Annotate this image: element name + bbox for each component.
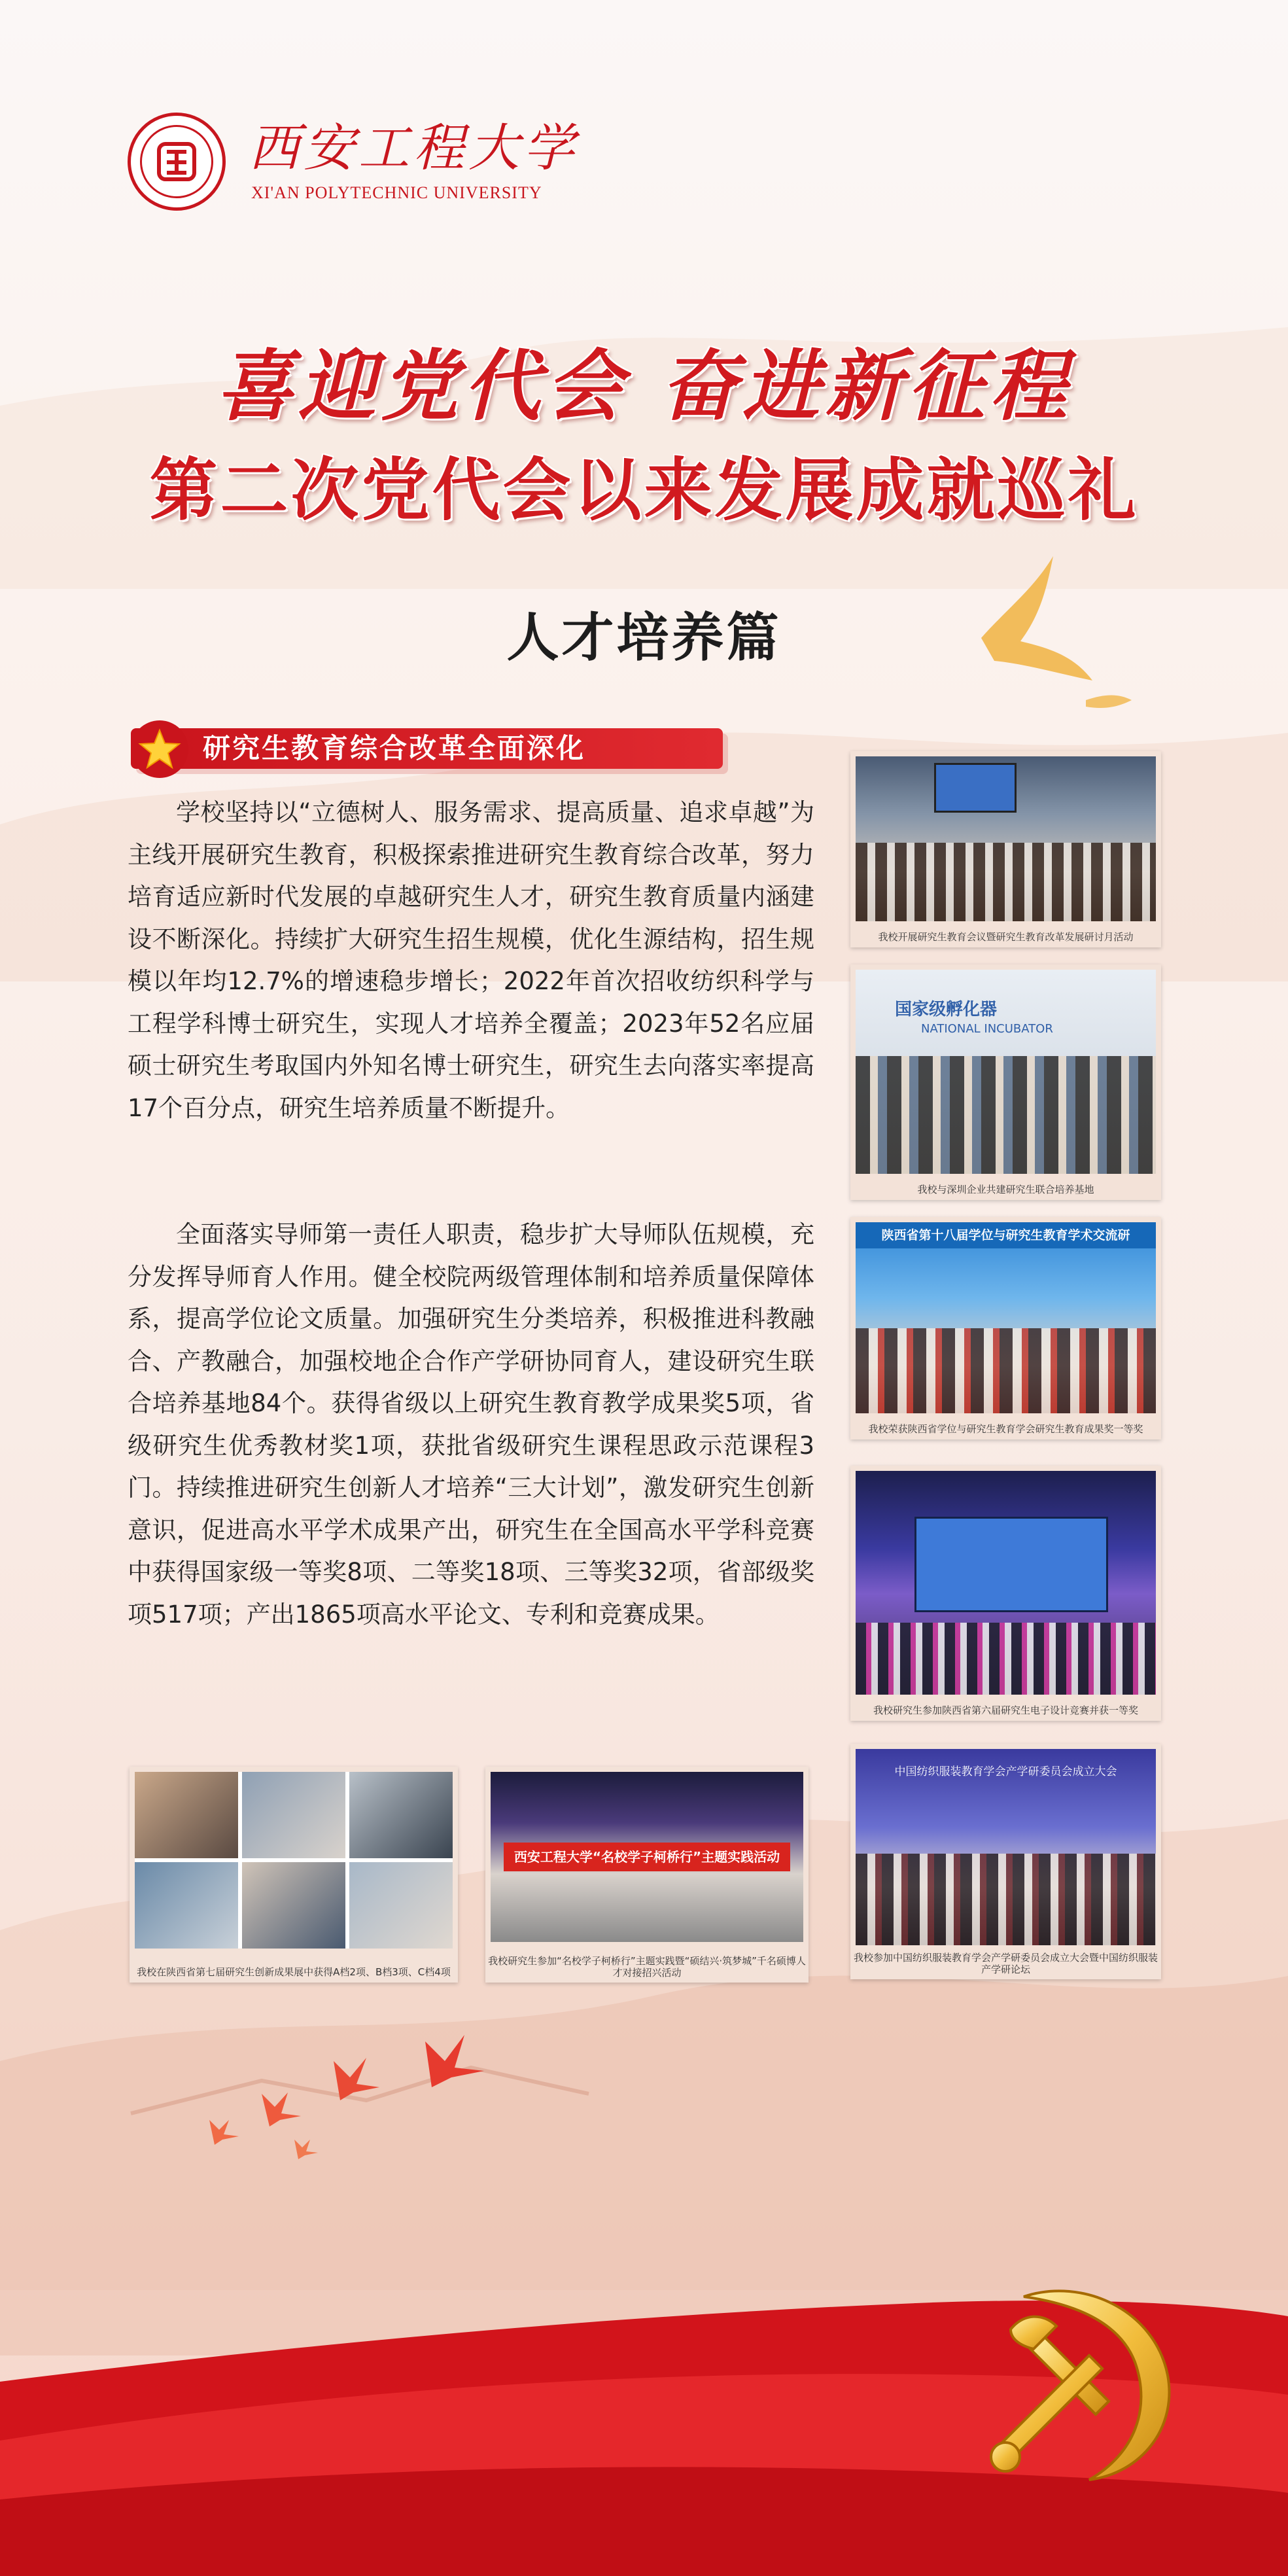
photo-card-4: [850, 1466, 1161, 1721]
star-icon: [131, 720, 188, 778]
photo-textile-forum: [856, 1749, 1156, 1945]
photo-caption: 我校研究生参加陕西省第六届研究生电子设计竞赛并获一等奖: [873, 1704, 1138, 1716]
photo-caption: 我校参加中国纺织服装教育学会产学研委员会成立大会暨中国纺织服装产学研论坛: [853, 1952, 1158, 1975]
photo-caption: 我校开展研究生教育会议暨研究生教育改革发展研讨月活动: [878, 931, 1134, 943]
university-name-en: XI'AN POLYTECHNIC UNIVERSITY: [251, 183, 542, 202]
photo-card-3: [850, 1217, 1161, 1439]
body-paragraph-2: 全面落实导师第一责任人职责，稳步扩大导师队伍规模，充分发挥导师育人作用。健全校院两级管理体制和培养质量保障体系，提高学位论文质量。加强研究生分类培养，积极推进科教融合、产教融合，加强校地企合作产学研协同育人，建设研究生联合培养基地84个。获得省级以上研究生教育教学成果奖5项，省级研究生优秀教材奖1项，获批省级研究生课程思政示范课程3门。持续推进研究生创新人才培养“三大计划”，激发研究生创新意识，促进高水平学术成果产出，研究生在全国高水平学科竞赛中获得国家级一等奖8项、二等奖18项、三等奖32项，省部级奖项517项；产出1865项高水平论文、专利和竞赛成果。: [128, 1220, 814, 1629]
main-title-line-2: 第二次党代会以来发展成就巡礼: [149, 450, 1139, 530]
photo-caption: 我校研究生参加“名校学子柯桥行”主题实践暨“硕结兴·筑梦城”千名硕博人才对接招兴活动: [488, 1955, 806, 1979]
photo-banner: 西安工程大学“名校学子柯桥行”主题实践活动: [504, 1843, 790, 1871]
incubator-sign-en: NATIONAL INCUBATOR: [921, 1022, 1053, 1036]
photo-caption: 我校与深圳企业共建研究生联合培养基地: [917, 1184, 1094, 1195]
photo-design-competition: [856, 1471, 1156, 1695]
photo-card-2: [850, 964, 1161, 1200]
party-emblem-icon: [945, 2251, 1207, 2513]
dove-flock-icon: [183, 2022, 484, 2166]
photo-keqiao-practice: [491, 1772, 803, 1942]
incubator-sign: 国家级孵化器: [895, 1000, 998, 1019]
photo-group-incubator: [856, 970, 1156, 1174]
photo-collage-innovation: [135, 1772, 453, 1949]
seal-inner-ring: [140, 125, 213, 198]
university-name-cn: 西安工程大学: [249, 119, 579, 178]
photo-card-5: [850, 1744, 1161, 1979]
photo-card-6: [130, 1767, 458, 1983]
seal-emblem-icon: [154, 139, 200, 185]
subtitle: 人才培养篇: [506, 607, 782, 668]
main-title-line-1: 喜迎党代会 奋进新征程: [215, 340, 1073, 431]
photo-card-1: [850, 751, 1161, 947]
section-title: 研究生教育综合改革全面深化: [203, 732, 586, 764]
photo-banner: 陕西省第十八届学位与研究生教育学术交流研: [856, 1222, 1156, 1248]
university-seal-icon: [128, 113, 226, 211]
photo-banner: 中国纺织服装教育学会产学研委员会成立大会: [894, 1765, 1117, 1778]
photo-conference-hall: [856, 756, 1156, 921]
photo-caption: 我校在陕西省第七届研究生创新成果展中获得A档2项、B档3项、C档4项: [137, 1966, 451, 1978]
photo-card-7: [485, 1767, 809, 1983]
body-paragraph-1: 学校坚持以“立德树人、服务需求、提高质量、追求卓越”为主线开展研究生教育，积极探索推进研究生教育综合改革，努力培育适应新时代发展的卓越研究生人才，研究生教育质量内涵建设不断深化。持续扩大研究生招生规模，优化生源结构，招生规模以年均12.7%的增速稳步增长；2022年首次招收纺织科学与工程学科博士研究生，实现人才培养全覆盖；2023年52名应届硕士研究生考取国内外知名博士研究生，研究生去向落实率提高17个百分点，研究生培养质量不断提升。: [128, 798, 814, 1122]
photo-award-ceremony: [856, 1222, 1156, 1413]
photo-caption: 我校荣获陕西省学位与研究生教育学会研究生教育成果奖一等奖: [868, 1423, 1143, 1435]
